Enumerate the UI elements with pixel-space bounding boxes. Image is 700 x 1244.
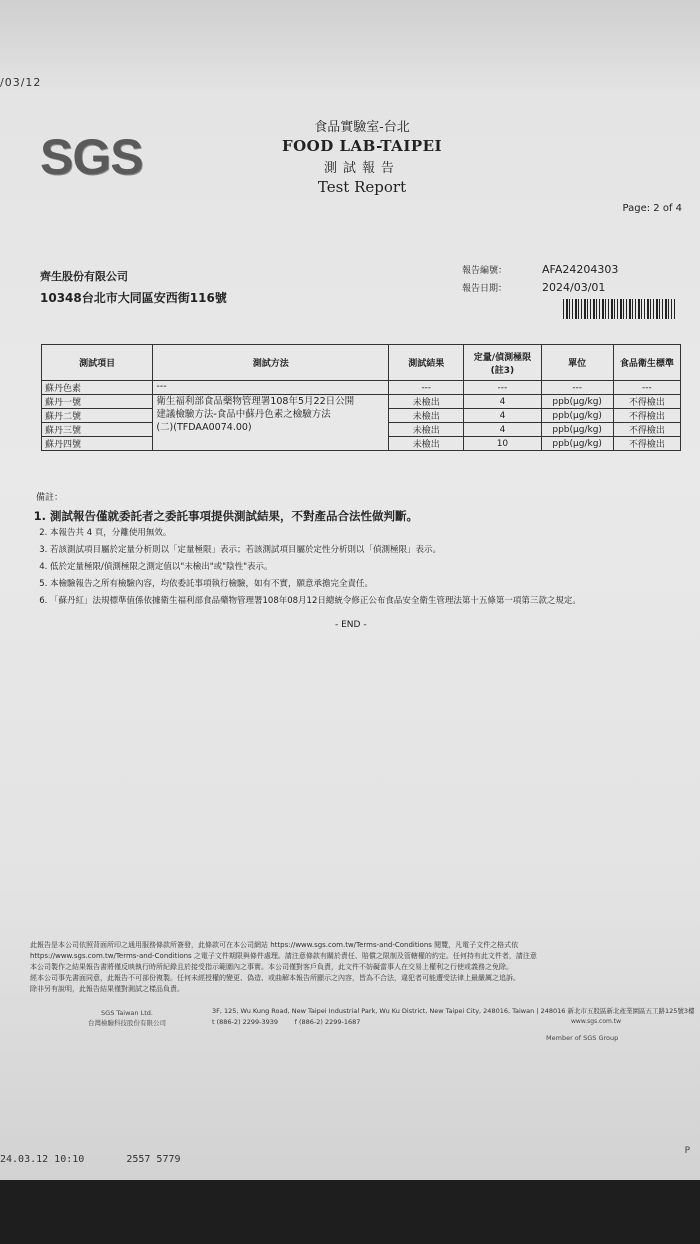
report-number: AFA24204303 [542, 263, 619, 276]
cell-unit: ppb(μg/kg) [541, 409, 613, 423]
cell-standard: 不得檢出 [613, 437, 680, 451]
report-title-cn: 測試報告 [323, 161, 400, 176]
cell-method-merged [153, 395, 389, 451]
fax-datetime: 24.03.12 10:10 [0, 1154, 85, 1165]
note-item: 6. 「蘇丹紅」法規標準值係依據衛生福利部食品藥物管理署108年08月12日總統令修正公布食品安全衛生管理法第十五條第一項第三款之規定。 [50, 596, 676, 607]
meta-key: 報告編號： [462, 266, 508, 276]
lab-name-cn: 食品實驗室-台北 [314, 120, 410, 135]
meta-row [462, 281, 618, 294]
cell-unit: ppb(μg/kg) [541, 395, 613, 409]
fax-page-mark: P [684, 1146, 690, 1156]
report-header [272, 116, 452, 196]
footer-tel: t (886-2) 2299-3939 [212, 1018, 279, 1026]
cell-standard: 不得檢出 [613, 423, 680, 437]
meta-row [462, 263, 618, 276]
cell-loq: 10 [464, 437, 541, 451]
col-header-standard: 食品衛生標準 [613, 345, 680, 381]
cell-result: --- [389, 381, 464, 395]
report-title-en: Test Report [317, 178, 407, 196]
col-header-item: 測試項目 [42, 345, 153, 381]
note-item: 5. 本檢驗報告之所有檢驗內容，均依委託事項執行檢驗，如有不實，願意承擔完全責任。 [50, 579, 676, 590]
cell-unit: ppb(μg/kg) [541, 423, 613, 437]
cell-item: 蘇丹二號 [42, 409, 153, 423]
cell-method: --- [153, 381, 389, 395]
footer-fax: f (886-2) 2299-1687 [294, 1018, 361, 1026]
footer-website: www.sgs.com.tw [571, 1018, 622, 1025]
cell-unit: --- [541, 381, 613, 395]
note-item: 4. 低於定量極限/偵測極限之測定值以"未檢出"或"陰性"表示。 [50, 562, 676, 573]
page-number: Page: 2 of 4 [622, 203, 682, 214]
cell-result: 未檢出 [389, 409, 464, 423]
cell-loq: 4 [464, 409, 541, 423]
cell-result: 未檢出 [389, 437, 464, 451]
fax-number: 2557 5779 [126, 1154, 181, 1165]
lab-name-en: FOOD LAB-TAIPEI [281, 137, 443, 155]
cell-loq: 4 [464, 423, 541, 437]
results-table [41, 344, 681, 451]
address-cn: 248016 新北市五股區新北產業園區五工路125號3樓 [540, 1007, 695, 1015]
cell-standard: --- [613, 381, 680, 395]
report-meta [462, 263, 618, 299]
meta-key: 報告日期： [462, 284, 508, 294]
method-line: 建議檢驗方法-食品中蘇丹色素之檢驗方法 [156, 409, 331, 420]
cell-standard: 不得檢出 [613, 409, 680, 423]
cell-unit: ppb(μg/kg) [541, 437, 613, 451]
terms-line: 經本公司事先書面同意，此報告不可部份複製。任何未經授權的變更、偽造、或曲解本報告所顯示之內容，皆為不合法，違犯者可能遭受法律上最嚴厲之追訴。 [30, 974, 520, 982]
cell-standard: 不得檢出 [613, 395, 680, 409]
notes-title: 備註： [36, 493, 64, 503]
notes-section [36, 490, 676, 613]
col-header-result: 測試結果 [389, 345, 464, 381]
terms-line: 除非另有說明，此報告結果僅對測試之樣品負責。 [30, 985, 184, 993]
col-header-loq: 定量/偵測極限(註3) [464, 345, 541, 381]
cell-item: 蘇丹色素 [42, 381, 153, 395]
cell-item: 蘇丹四號 [42, 437, 153, 451]
cell-result: 未檢出 [389, 395, 464, 409]
company-name-cn: 台灣檢驗科技股份有限公司 [88, 1019, 166, 1027]
end-mark: - END - [335, 620, 367, 630]
client-block [40, 268, 227, 311]
note-item: 1. 測試報告僅就委託者之委託事項提供測試結果，不對產品合法性做判斷。 [50, 511, 676, 522]
sgs-logo: SGS [40, 129, 143, 185]
method-line: (二)(TFDAA0074.00) [156, 422, 252, 433]
terms-line: https://www.sgs.com.tw/Terms-and-Conditions 之電子文件期限與條件處理。請注意條款有關於責任、賠償之限制及管轄權的約定。任何持有此文件者，請注意 [30, 952, 537, 960]
fax-header-date: /03/12 [0, 76, 42, 89]
footer-member: Member of SGS Group [546, 1034, 619, 1042]
table-header-row [42, 345, 681, 381]
footer-company [88, 1008, 166, 1028]
table-row [42, 381, 681, 395]
cell-item: 蘇丹一號 [42, 395, 153, 409]
cell-loq: --- [464, 381, 541, 395]
cell-item: 蘇丹三號 [42, 423, 153, 437]
cell-loq: 4 [464, 395, 541, 409]
terms-line: 此報告是本公司依照背面所印之通用服務條款所簽發，此條款可在本公司網站 https://www.sgs.com.tw/Terms-and-Conditions 閱覽，凡電子文件之格式依 [30, 941, 519, 949]
footer-address: 3F, 125, Wu Kung Road, New Taipei Industrial Park, Wu Ku District, New Taipei City, 248016, Taiwan | 248016 新北市五股區新北產業園區五工路125號3樓 t (886-2) 2299-3939 f (886-2) 2299-1687 [212, 1007, 695, 1026]
col-header-unit: 單位 [541, 345, 613, 381]
note-item: 2. 本報告共 4 頁，分離使用無效。 [50, 528, 676, 539]
terms-footer [30, 940, 690, 995]
note-item: 3. 若該測試項目屬於定量分析則以「定量極限」表示；若該測試項目屬於定性分析則以「偵測極限」表示。 [50, 545, 676, 556]
method-line: 衛生福利部食品藥物管理署108年5月22日公開 [156, 396, 355, 407]
fax-footer [0, 1154, 217, 1165]
company-name-en: SGS Taiwan Ltd. [101, 1009, 153, 1017]
client-address: 10348台北市大同區安西街116號 [40, 291, 227, 305]
table-row [42, 395, 681, 409]
report-date: 2024/03/01 [542, 281, 606, 294]
client-name: 齊生股份有限公司 [40, 270, 128, 283]
col-header-method: 測試方法 [153, 345, 389, 381]
address-en: 3F, 125, Wu Kung Road, New Taipei Industrial Park, Wu Ku District, New Taipei City, 248016, Taiwan [212, 1007, 535, 1015]
barcode-icon [563, 299, 675, 319]
terms-line: 本公司製作之結果報告書將僅反映執行時所紀錄且於接受指示範圍內之事實。本公司僅對客戶負責，此文件不妨礙當事人在交易上權利之行使或義務之免除。 [30, 963, 513, 971]
cell-result: 未檢出 [389, 423, 464, 437]
